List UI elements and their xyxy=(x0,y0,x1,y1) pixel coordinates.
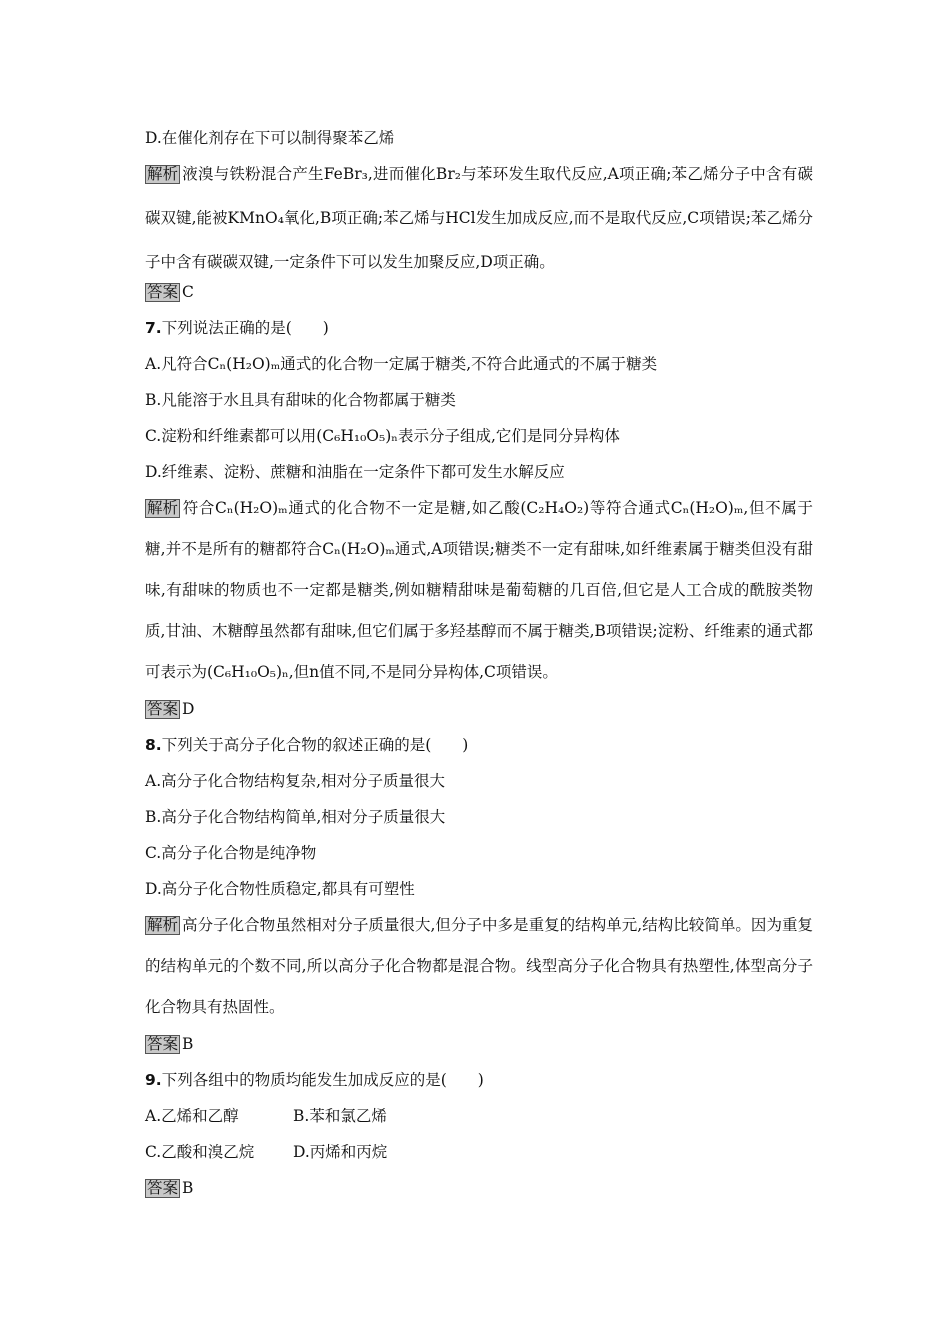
q7-analysis xyxy=(145,488,813,693)
q8-option-b: B.高分子化合物结构简单,相对分子质量很大 xyxy=(145,808,446,826)
answer-tag: 答案 xyxy=(147,1035,179,1053)
q7-option-d: D.纤维素、淀粉、蔗糖和油脂在一定条件下都可发生水解反应 xyxy=(145,463,565,481)
q7-option-b: B.凡能溶于水且具有甜味的化合物都属于糖类 xyxy=(145,391,456,409)
q8-number: 8. xyxy=(145,736,162,754)
q9-option-b: B.苯和氯乙烯 xyxy=(293,1107,387,1125)
q8-option-c: C.高分子化合物是纯净物 xyxy=(145,844,317,862)
answer-tag: 答案 xyxy=(147,700,179,718)
q7-option-a: A.凡符合Cₙ(H₂O)ₘ通式的化合物一定属于糖类,不符合此通式的不属于糖类 xyxy=(145,355,658,373)
analysis-tag: 解析 xyxy=(147,916,179,934)
q7-stem-text: 下列说法正确的是( ) xyxy=(161,319,329,337)
q9-stem-text: 下列各组中的物质均能发生加成反应的是( ) xyxy=(161,1071,484,1089)
answer-tag: 答案 xyxy=(147,1179,179,1197)
q8-stem-text: 下列关于高分子化合物的叙述正确的是( ) xyxy=(161,736,469,754)
q9-answer-value: B xyxy=(182,1179,194,1197)
q8-option-d: D.高分子化合物性质稳定,都具有可塑性 xyxy=(145,880,415,898)
q9-option-d: D.丙烯和丙烷 xyxy=(293,1143,388,1161)
q7-analysis-text: 符合Cₙ(H₂O)ₘ通式的化合物不一定是糖,如乙酸(C₂H₄O₂)等符合通式Cₙ(H₂O)ₘ,但不属于糖,并不是所有的糖都符合Cₙ(H₂O)ₘ通式,A项错误;糖类不一定有甜味,如纤维素属于糖类但没有甜味,有甜味的物质也不一定都是糖类,例如糖精甜味是葡萄糖的几百倍,但它是人工合成的酰胺类物质,甘油、木糖醇虽然都有甜味,但它们属于多羟基醇而不属于糖类,B项错误;淀粉、纤维素的通式都可表示为(C₆H₁₀O₅)ₙ,但n值不同,不是同分异构体,C项错误。 xyxy=(145,499,813,681)
q7-answer-value: D xyxy=(182,700,195,718)
q8-answer xyxy=(145,1034,193,1054)
q8-answer-value: B xyxy=(182,1035,194,1053)
q9-answer xyxy=(145,1178,193,1198)
q7-stem xyxy=(145,318,329,338)
q8-analysis xyxy=(145,905,813,1028)
q9-options-row-1 xyxy=(145,1106,387,1126)
q9-option-c: C.乙酸和溴乙烷 xyxy=(145,1143,255,1161)
q8-option-a: A.高分子化合物结构复杂,相对分子质量很大 xyxy=(145,772,446,790)
q6-option-d: D.在催化剂存在下可以制得聚苯乙烯 xyxy=(145,129,395,147)
q8-stem xyxy=(145,735,468,755)
q6-analysis-text: 液溴与铁粉混合产生FeBr₃,进而催化Br₂与苯环发生取代反应,A项正确;苯乙烯分子中含有碳碳双键,能被KMnO₄氧化,B项正确;苯乙烯与HCl发生加成反应,而不是取代反应,C项错误;苯乙烯分子中含有碳碳双键,一定条件下可以发生加聚反应,D项正确。 xyxy=(145,165,813,271)
answer-tag: 答案 xyxy=(147,283,179,301)
q9-stem xyxy=(145,1070,484,1090)
q9-options-row-2 xyxy=(145,1142,387,1162)
q9-option-a: A.乙烯和乙醇 xyxy=(145,1107,239,1125)
q6-analysis xyxy=(145,152,813,284)
q7-number: 7. xyxy=(145,319,162,337)
q8-analysis-text: 高分子化合物虽然相对分子质量很大,但分子中多是重复的结构单元,结构比较简单。因为重复的结构单元的个数不同,所以高分子化合物都是混合物。线型高分子化合物具有热塑性,体型高分子化合物具有热固性。 xyxy=(145,916,813,1016)
analysis-tag: 解析 xyxy=(147,165,179,183)
q7-answer xyxy=(145,699,194,719)
analysis-tag: 解析 xyxy=(147,499,179,517)
q9-number: 9. xyxy=(145,1071,162,1089)
q6-answer xyxy=(145,282,194,302)
q6-answer-value: C xyxy=(182,283,194,301)
q7-option-c: C.淀粉和纤维素都可以用(C₆H₁₀O₅)ₙ表示分子组成,它们是同分异构体 xyxy=(145,427,620,445)
